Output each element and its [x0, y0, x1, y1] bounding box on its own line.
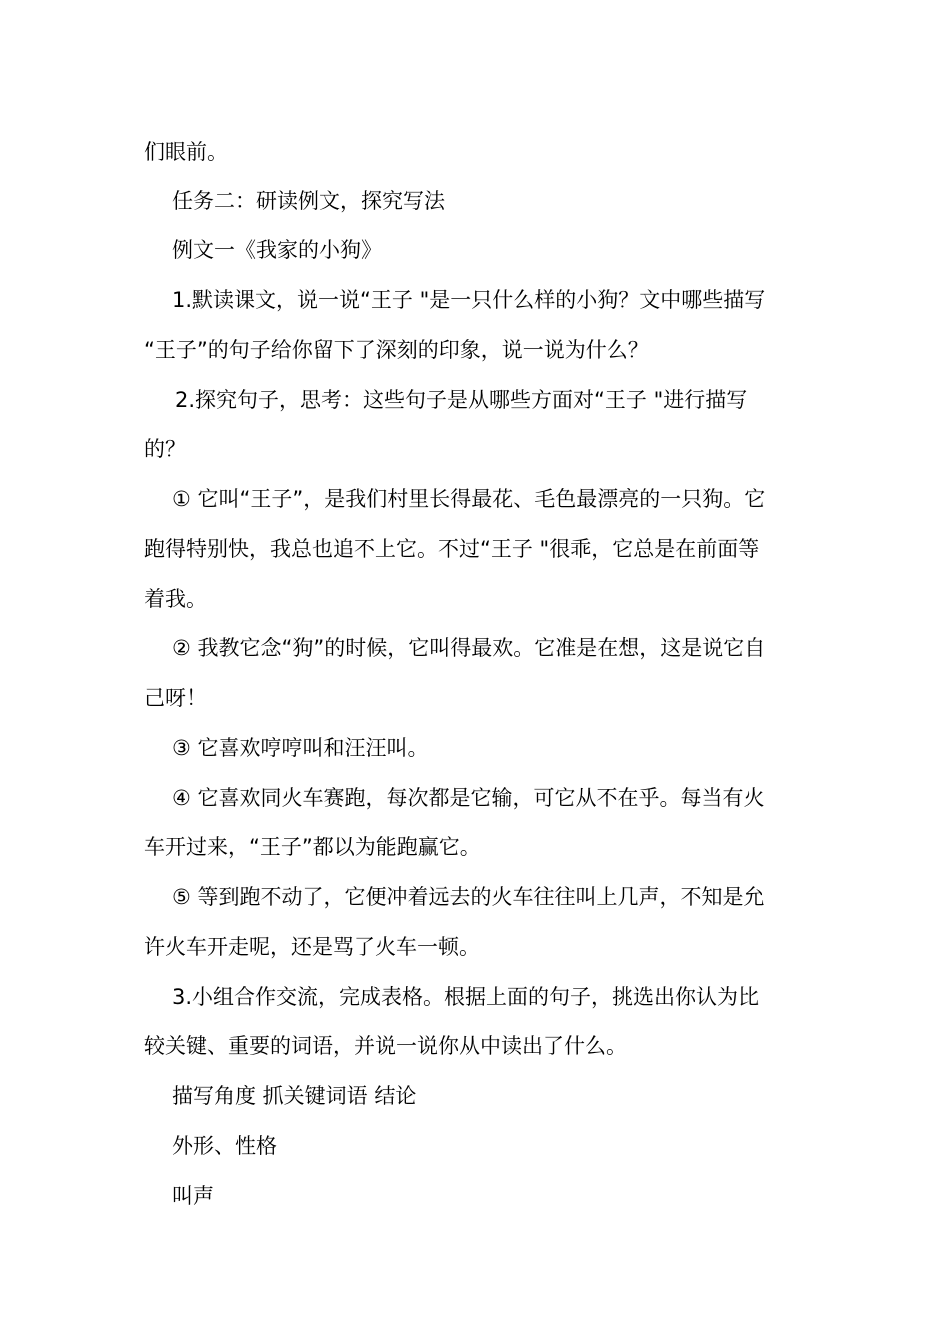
sentence-2-line-2: 己呀！ — [144, 686, 207, 710]
example-one-title: 例文一《我家的小狗》 — [172, 238, 382, 262]
sentence-5-line-1: ⑤ 等到跑不动了，它便冲着远去的火车往往叫上几声，不知是允 — [172, 885, 765, 909]
sentence-1-line-3: 着我。 — [144, 587, 207, 611]
question-one-line-1: 1.默读课文，说一说“王子 "是一只什么样的小狗？文中哪些描写 — [172, 288, 766, 312]
question-one-line-2: “王子”的句子给你留下了深刻的印象，说一说为什么？ — [144, 338, 649, 362]
task-two-heading: 任务二：研读例文，探究写法 — [172, 189, 445, 213]
table-header-row: 描写角度 抓关键词语 结论 — [172, 1084, 417, 1108]
sentence-3: ③ 它喜欢哼哼叫和汪汪叫。 — [172, 736, 429, 760]
sentence-4-line-2: 车开过来，“王子”都以为能跑赢它。 — [144, 835, 481, 859]
question-three-line-1: 3.小组合作交流，完成表格。根据上面的句子，挑选出你认为比 — [172, 985, 760, 1009]
question-three-line-2: 较关键、重要的词语，并说一说你从中读出了什么。 — [144, 1034, 627, 1058]
sentence-1-line-2: 跑得特别快，我总也追不上它。不过“王子 "很乖，它总是在前面等 — [144, 537, 760, 561]
table-row-appearance-personality: 外形、性格 — [172, 1134, 277, 1158]
sentence-1-line-1: ① 它叫“王子”，是我们村里长得最花、毛色最漂亮的一只狗。它 — [172, 487, 766, 511]
sentence-2-line-1: ② 我教它念“狗”的时候，它叫得最欢。它准是在想，这是说它自 — [172, 636, 766, 660]
sentence-5-line-2: 许火车开走呢，还是骂了火车一顿。 — [144, 935, 480, 959]
question-two-line-1: 2.探究句子，思考：这些句子是从哪些方面对“王子 "进行描写 — [175, 388, 748, 412]
sentence-4-line-1: ④ 它喜欢同火车赛跑，每次都是它输，可它从不在乎。每当有火 — [172, 786, 765, 810]
table-row-barking: 叫声 — [172, 1184, 214, 1208]
text-line-continuation: 们眼前。 — [144, 140, 228, 164]
question-two-line-2: 的？ — [144, 437, 186, 461]
